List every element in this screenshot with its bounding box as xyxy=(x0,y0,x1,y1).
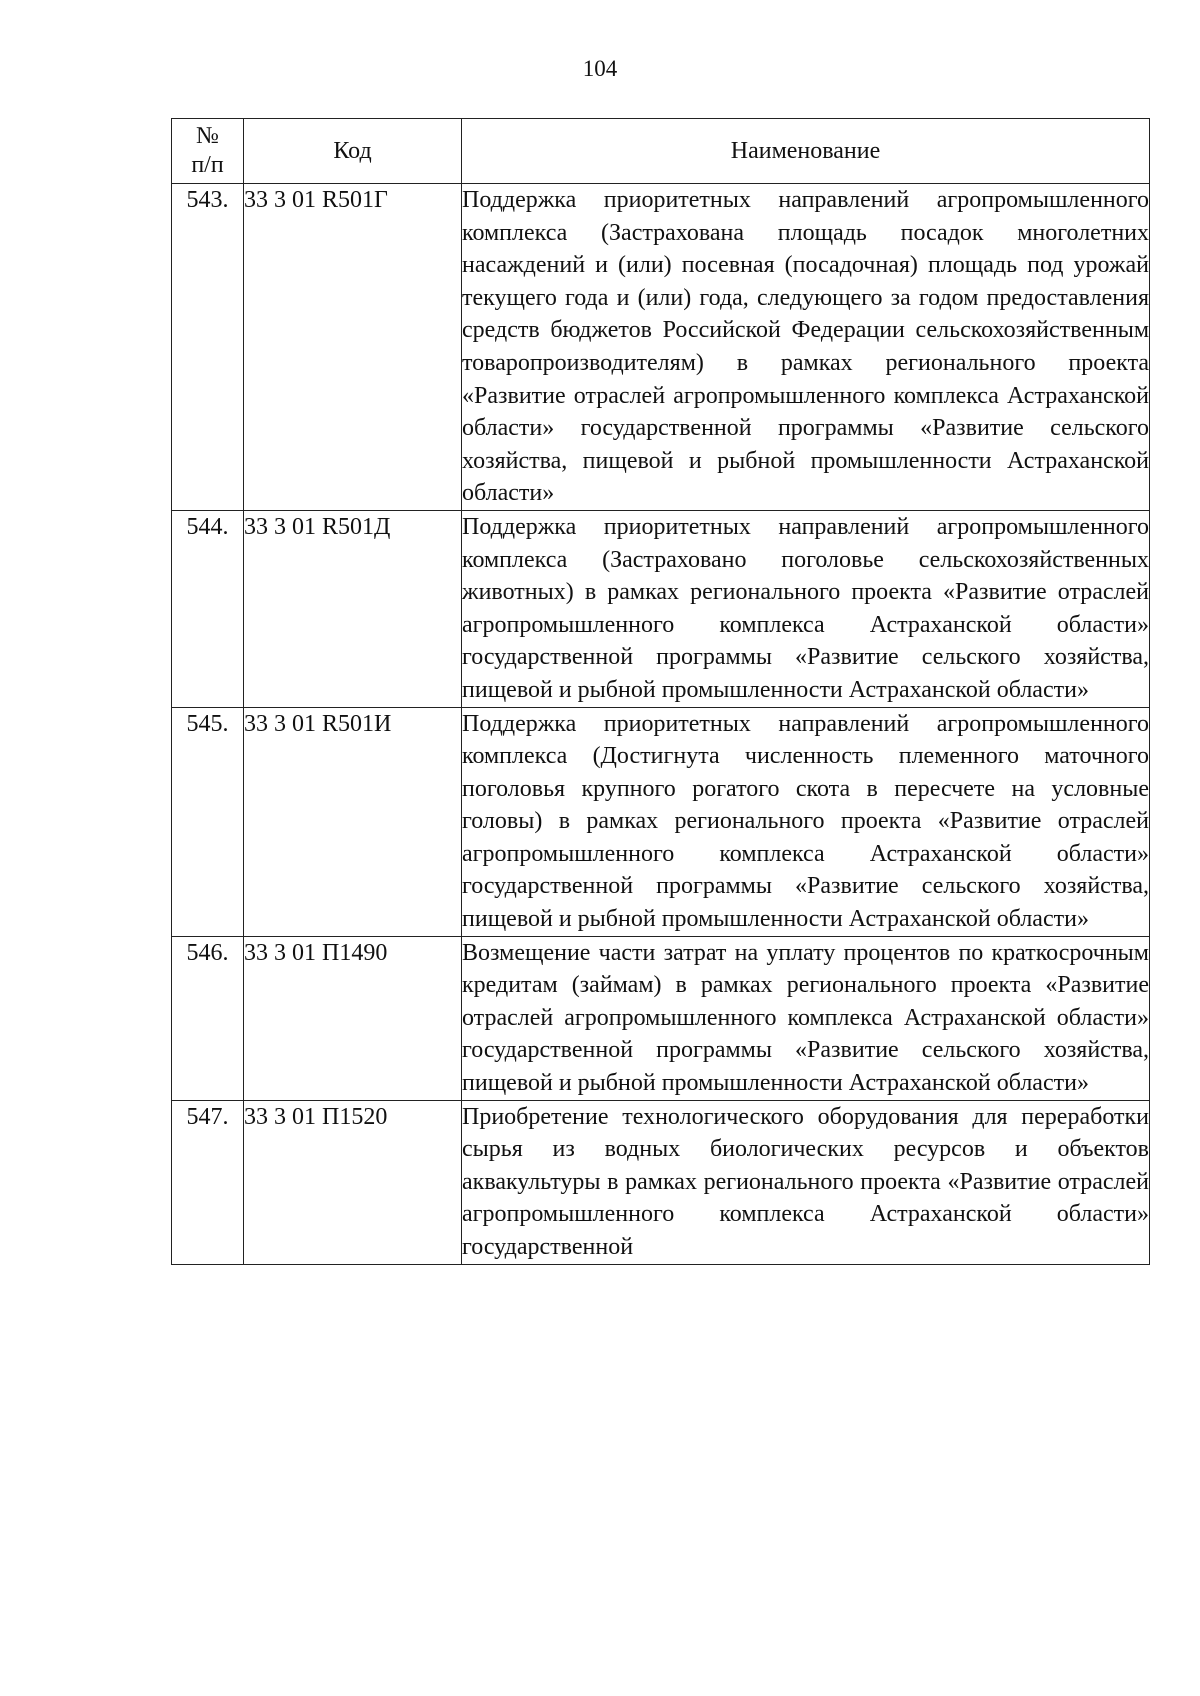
table-row xyxy=(172,707,1150,936)
row-name: Приобретение технологического оборудования для переработки сырья из водных биологических ресурсов и объектов аквакультуры в рамках регионального проекта «Развитие отраслей агропромышленного комплекса Астраханской области» государственной xyxy=(462,1100,1150,1264)
table-row xyxy=(172,1100,1150,1264)
row-number: 543. xyxy=(172,184,244,511)
table-row xyxy=(172,184,1150,511)
row-number: 546. xyxy=(172,936,244,1100)
header-number xyxy=(172,119,244,184)
header-name: Наименование xyxy=(462,119,1150,184)
header-code: Код xyxy=(244,119,462,184)
row-number: 545. xyxy=(172,707,244,936)
page-number: 104 xyxy=(582,56,618,81)
row-name: Поддержка приоритетных направлений агропромышленного комплекса (Достигнута численность племенного маточного поголовья крупного рогатого скота в пересчете на условные головы) в рамках регионального проекта «Развитие отраслей агропромышленного комплекса Астраханской области» государственной программы «Развитие сельского хозяйства, пищевой и рыбной промышленности Астраханской области» xyxy=(462,707,1150,936)
table-row xyxy=(172,936,1150,1100)
row-name: Поддержка приоритетных направлений агропромышленного комплекса (Застраховано поголовье сельскохозяйственных животных) в рамках регионального проекта «Развитие отраслей агропромышленного комплекса Астраханской области» государственной программы «Развитие сельского хозяйства, пищевой и рыбной промышленности Астраханской области» xyxy=(462,510,1150,707)
row-code: 33 3 01 R501Д xyxy=(244,510,462,707)
header-number-symbol: № xyxy=(196,123,219,149)
row-code: 33 3 01 R501Г xyxy=(244,184,462,511)
budget-classification-table xyxy=(171,118,1150,1265)
row-name: Возмещение части затрат на уплату процентов по краткосрочным кредитам (займам) в рамках регионального проекта «Развитие отраслей агропромышленного комплекса Астраханской области» государственной программы «Развитие сельского хозяйства, пищевой и рыбной промышленности Астраханской области» xyxy=(462,936,1150,1100)
table-row xyxy=(172,510,1150,707)
row-code: 33 3 01 R501И xyxy=(244,707,462,936)
row-number: 547. xyxy=(172,1100,244,1264)
row-code: 33 3 01 П1490 xyxy=(244,936,462,1100)
row-code: 33 3 01 П1520 xyxy=(244,1100,462,1264)
row-name: Поддержка приоритетных направлений агропромышленного комплекса (Застрахована площадь посадок многолетних насаждений и (или) посевная (посадочная) площадь под урожай текущего года и (или) года, следующего за годом предоставления средств бюджетов Российской Федерации сельскохозяйственным товаропроизводителям) в рамках регионального проекта «Развитие отраслей агропромышленного комплекса Астраханской области» государственной программы «Развитие сельского хозяйства, пищевой и рыбной промышленности Астраханской области» xyxy=(462,184,1150,511)
header-number-label: п/п xyxy=(191,152,224,178)
table-header-row xyxy=(172,119,1150,184)
row-number: 544. xyxy=(172,510,244,707)
